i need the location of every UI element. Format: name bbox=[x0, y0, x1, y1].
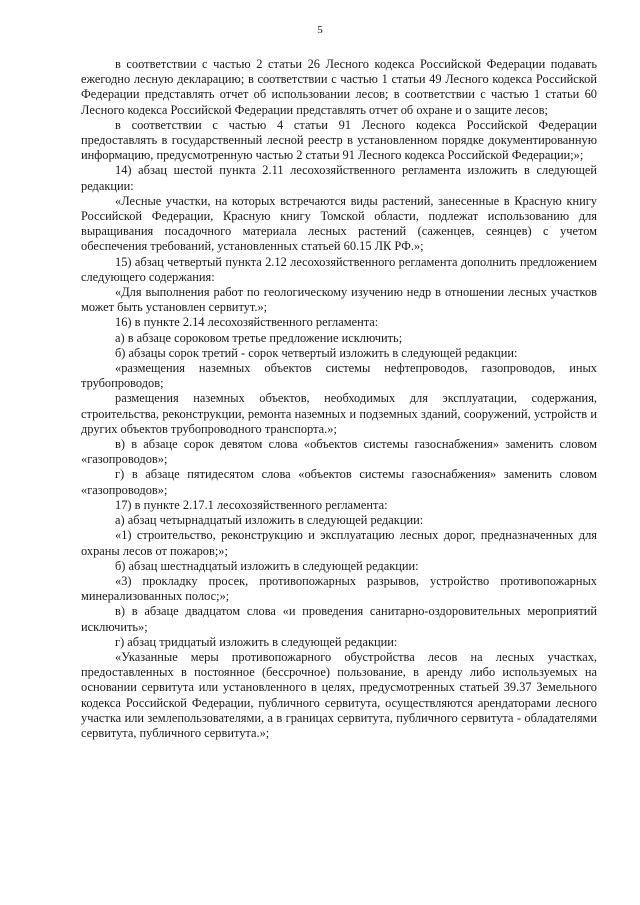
paragraph-2: в соответствии с частью 4 статьи 91 Лесного кодекса Российской Федерации предоставлять в государственный лесной реестр в установленном порядке документированную информацию, предусмотренную частью 2 статьи 91 Лесного кодекса Российской Федерации;»; bbox=[81, 117, 597, 163]
paragraph-14: 17) в пункте 2.17.1 лесохозяйственного регламента: bbox=[115, 497, 388, 512]
document-body bbox=[81, 57, 597, 741]
paragraph-1: в соответствии с частью 2 статьи 26 Лесного кодекса Российской Федерации подавать ежегодно лесную декларацию; в соответствии с частью 1 статьи 49 Лесного кодекса Российской Федерации представлять отчет об использовании лесов; в соответствии с частью 1 статьи 60 Лесного кодекса Российской Федерации представлять отчет об охране и о защите лесов; bbox=[81, 57, 597, 117]
paragraph-19: в) в абзаце двадцатом слова «и проведения санитарно-оздоровительных мероприятий исключить»; bbox=[81, 604, 597, 634]
paragraph-3: 14) абзац шестой пункта 2.11 лесохозяйственного регламента изложить в следующей редакции: bbox=[81, 163, 597, 193]
paragraph-8: а) в абзаце сороковом третье предложение исключить; bbox=[115, 330, 403, 345]
paragraph-4: «Лесные участки, на которых встречаются виды растений, занесенные в Красную книгу Российской Федерации, Красную книгу Томской области, подлежат использованию для выращивания посадочного материала лесных растений (саженцев, сеянцев) с учетом обеспечения требований, установленных статьей 60.15 ЛК РФ.»; bbox=[81, 193, 597, 254]
paragraph-21: «Указанные меры противопожарного обустройства лесов на лесных участках, предоставленных в постоянное (бессрочное) пользование, в аренду либо используемых на основании сервитута или установленного в целях, предусмотренных статьей 39.37 Земельного кодекса Российской Федерации, публичного сервитута, осуществляются арендаторами лесного участка или землепользователями, а в границах сервитута, публичного сервитута - обладателями сервитута, публичного сервитута.»; bbox=[81, 649, 597, 740]
paragraph-13: г) в абзаце пятидесятом слова «объектов системы газоснабжения» заменить словом «газопроводов»; bbox=[81, 467, 597, 497]
paragraph-5: 15) абзац четвертый пункта 2.12 лесохозяйственного регламента дополнить предложением следующего содержания: bbox=[81, 254, 597, 284]
paragraph-6: «Для выполнения работ по геологическому изучению недр в отношении лесных участков может быть установлен сервитут.»; bbox=[81, 285, 597, 315]
paragraph-9: б) абзацы сорок третий - сорок четвертый изложить в следующей редакции: bbox=[115, 345, 518, 360]
paragraph-7: 16) в пункте 2.14 лесохозяйственного регламента: bbox=[115, 315, 379, 330]
paragraph-12: в) в абзаце сорок девятом слова «объектов системы газоснабжения» заменить словом «газопроводов»; bbox=[81, 437, 597, 467]
paragraph-20: г) абзац тридцатый изложить в следующей редакции: bbox=[115, 634, 398, 649]
page-number: 5 bbox=[317, 24, 323, 36]
paragraph-10: «размещения наземных объектов системы нефтепроводов, газопроводов, иных трубопроводов; bbox=[81, 361, 597, 391]
paragraph-15: а) абзац четырнадцатый изложить в следующей редакции: bbox=[115, 513, 424, 528]
paragraph-11: размещения наземных объектов, необходимых для эксплуатации, содержания, строительства, реконструкции, ремонта наземных и подземных зданий, сооружений, устройств и других объектов трубопроводного транспорта.»; bbox=[81, 391, 597, 436]
paragraph-16: «1) строительство, реконструкцию и эксплуатацию лесных дорог, предназначенных для охраны лесов от пожаров;»; bbox=[81, 528, 597, 558]
paragraph-17: б) абзац шестнадцатый изложить в следующей редакции: bbox=[115, 558, 419, 573]
paragraph-18: «3) прокладку просек, противопожарных разрывов, устройство противопожарных минерализованных полос;»; bbox=[81, 573, 597, 604]
